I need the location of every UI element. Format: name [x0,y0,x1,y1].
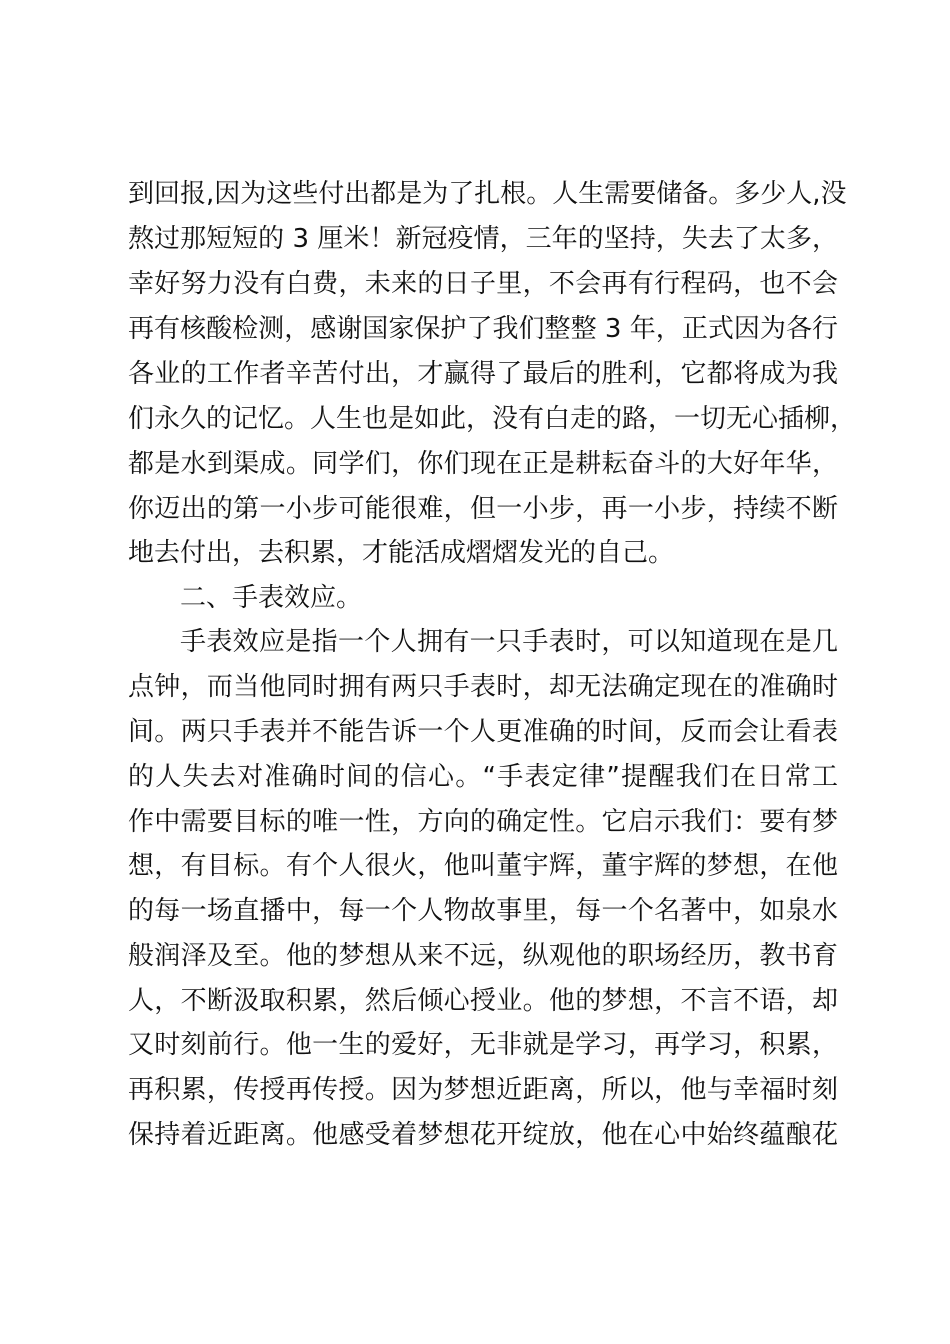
text-line-1: 到回报,因为这些付出都是为了扎根。人生需要储备。多少人,没 [128,179,847,209]
text-line-11: 手表效应是指一个人拥有一只手表时，可以知道现在是几 [180,627,838,657]
text-line-7: 都是水到渠成。同学们，你们现在正是耕耘奋斗的大好年华， [128,449,838,479]
text-line-13: 间。两只手表并不能告诉一个人更准确的时间，反而会让看表 [128,717,838,747]
text-line-8: 你迈出的第一小步可能很难，但一小步，再一小步，持续不断 [128,494,838,524]
text-line-5: 各业的工作者辛苦付出，才赢得了最后的胜利，它都将成为我 [128,359,838,389]
text-line-19: 人，不断汲取积累，然后倾心授业。他的梦想，不言不语，却 [128,986,838,1016]
text-line-2: 熬过那短短的 3 厘米！新冠疫情，三年的坚持，失去了太多， [128,224,838,254]
text-line-16: 想，有目标。有个人很火，他叫董宇辉，董宇辉的梦想，在他 [128,851,838,881]
text-line-20: 又时刻前行。他一生的爱好，无非就是学习，再学习，积累， [128,1030,838,1060]
text-line-21: 再积累，传授再传授。因为梦想近距离，所以，他与幸福时刻 [128,1075,838,1105]
text-line-15: 作中需要目标的唯一性，方向的确定性。它启示我们：要有梦 [128,807,838,837]
text-line-18: 般润泽及至。他的梦想从来不远，纵观他的职场经历，教书育 [128,941,838,971]
text-line-17: 的每一场直播中，每一个人物故事里，每一个名著中，如泉水 [128,896,838,926]
text-line-22: 保持着近距离。他感受着梦想花开绽放，他在心中始终蕴酿花 [128,1120,838,1150]
text-line-12: 点钟，而当他同时拥有两只手表时，却无法确定现在的准确时 [128,672,838,702]
text-line-9: 地去付出，去积累，才能活成熠熠发光的自己。 [128,538,675,568]
section-heading: 二、手表效应。 [180,583,363,613]
text-line-6: 们永久的记忆。人生也是如此，没有白走的路，一切无心插柳， [128,404,857,434]
text-line-3: 幸好努力没有白费，未来的日子里，不会再有行程码，也不会 [128,269,838,299]
text-line-14: 的人失去对准确时间的信心。“手表定律”提醒我们在日常工 [128,762,838,792]
text-line-4: 再有核酸检测，感谢国家保护了我们整整 3 年，正式因为各行 [128,314,838,344]
